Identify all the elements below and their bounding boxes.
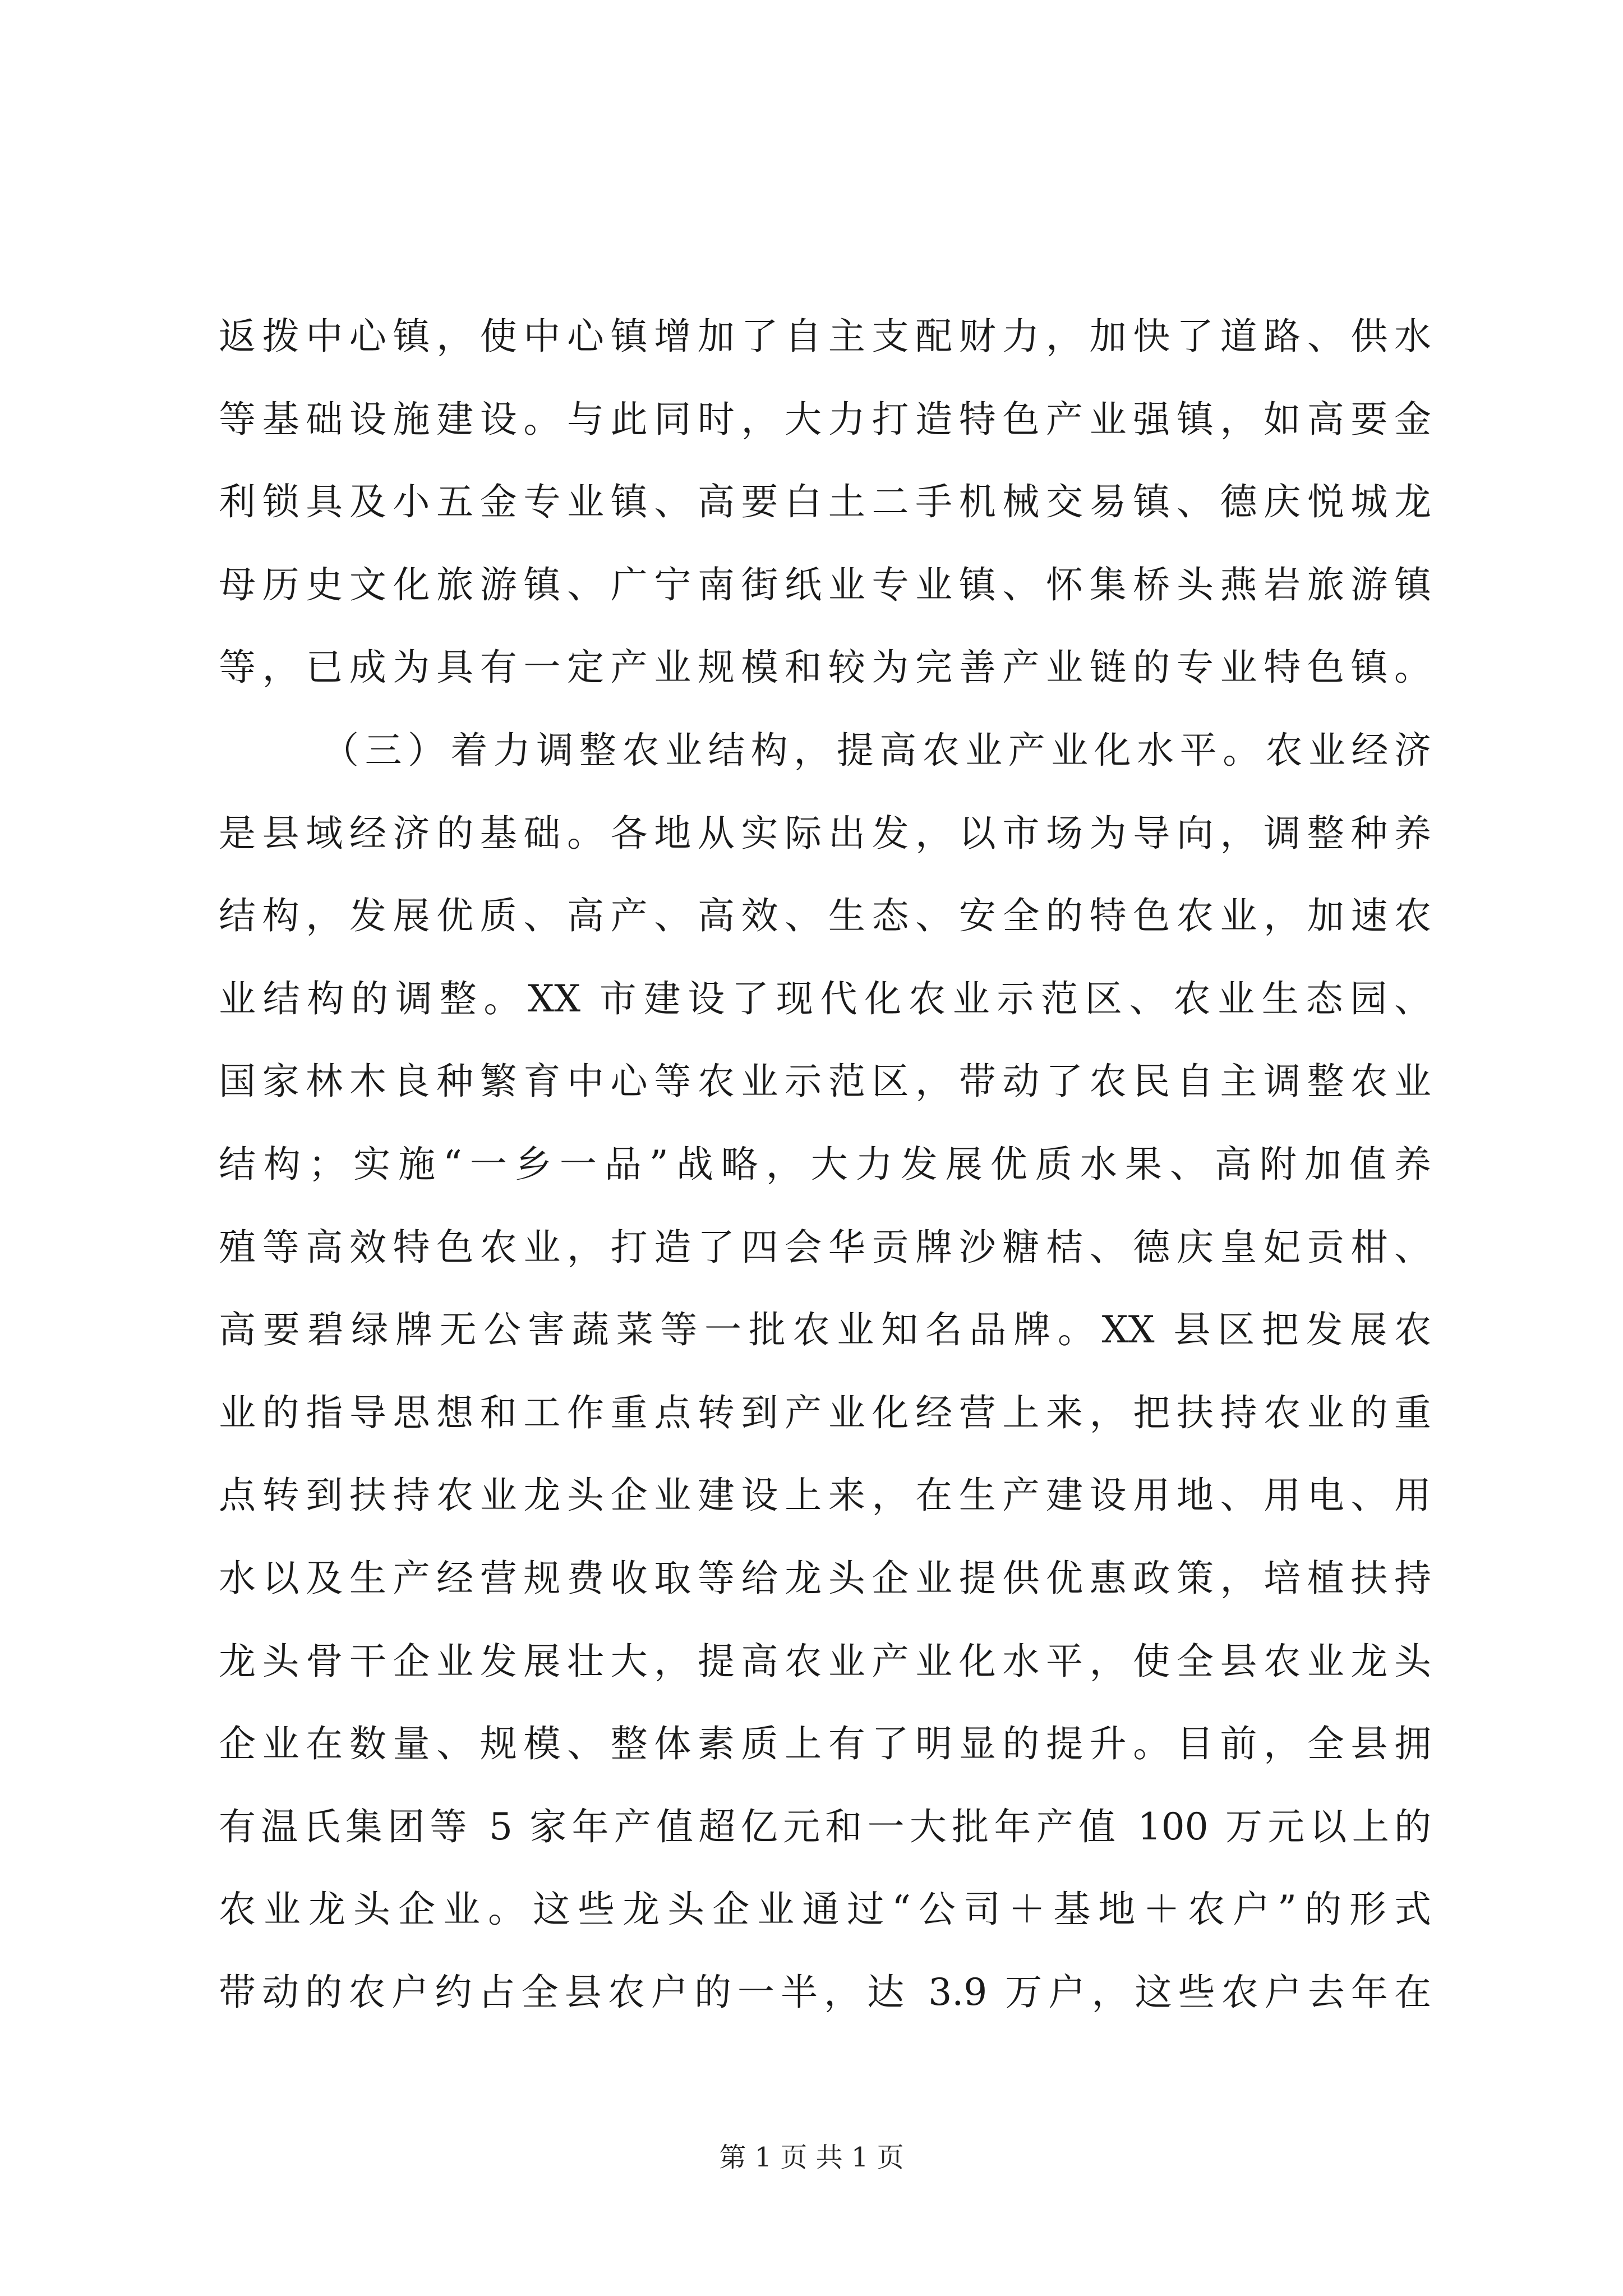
page-number: 第 1 页 共 1 页 bbox=[719, 2142, 904, 2173]
paragraph-first-line: （三）着力调整农业结构，提高农业产业化水平。农业经济 bbox=[322, 728, 1431, 772]
text-line: 利锁具及小五金专业镇、高要白土二手机械交易镇、德庆悦城龙 bbox=[219, 480, 1431, 524]
paragraph bbox=[219, 709, 1431, 2034]
text-line: 殖等高效特色农业，打造了四会华贡牌沙糖桔、德庆皇妃贡柑、 bbox=[219, 1225, 1431, 1269]
text-line: 结构；实施“一乡一品”战略，大力发展优质水果、高附加值养 bbox=[219, 1142, 1431, 1186]
paragraph bbox=[219, 295, 1431, 709]
text-line: 企业在数量、规模、整体素质上有了明显的提升。目前，全县拥 bbox=[219, 1722, 1431, 1766]
text-line: 高要碧绿牌无公害蔬菜等一批农业知名品牌。XX 县区把发展农 bbox=[219, 1308, 1431, 1352]
page-footer bbox=[0, 2137, 1623, 2178]
text-line: 等基础设施建设。与此同时，大力打造特色产业强镇，如高要金 bbox=[219, 397, 1431, 441]
text-line: 返拨中心镇，使中心镇增加了自主支配财力，加快了道路、供水 bbox=[219, 315, 1431, 358]
text-line: 点转到扶持农业龙头企业建设上来，在生产建设用地、用电、用 bbox=[219, 1474, 1431, 1517]
text-line: 结构，发展优质、高产、高效、生态、安全的特色农业，加速农 bbox=[219, 894, 1431, 938]
text-line: 带动的农户约占全县农户的一半，达 3.9 万户，这些农户去年在 bbox=[219, 1970, 1431, 2014]
document-body bbox=[219, 295, 1431, 2033]
text-line: 国家林木良种繁育中心等农业示范区，带动了农民自主调整农业 bbox=[219, 1060, 1431, 1103]
text-line: 等，已成为具有一定产业规模和较为完善产业链的专业特色镇。 bbox=[219, 646, 1431, 689]
text-line: 母历史文化旅游镇、广宁南街纸业专业镇、怀集桥头燕岩旅游镇 bbox=[219, 563, 1431, 606]
text-line: 龙头骨干企业发展壮大，提高农业产业化水平，使全县农业龙头 bbox=[219, 1639, 1431, 1683]
text-line: 业的指导思想和工作重点转到产业化经营上来，把扶持农业的重 bbox=[219, 1391, 1431, 1434]
text-line: 是县域经济的基础。各地从实际出发，以市场为导向，调整种养 bbox=[219, 811, 1431, 855]
text-line: 业结构的调整。XX 市建设了现代化农业示范区、农业生态园、 bbox=[219, 977, 1431, 1020]
text-line: 有温氏集团等 5 家年产值超亿元和一大批年产值 100 万元以上的 bbox=[219, 1805, 1431, 1848]
text-line: 水以及生产经营规费收取等给龙头企业提供优惠政策，培植扶持 bbox=[219, 1556, 1431, 1600]
text-line: 农业龙头企业。这些龙头企业通过“公司＋基地＋农户”的形式 bbox=[219, 1888, 1431, 1931]
